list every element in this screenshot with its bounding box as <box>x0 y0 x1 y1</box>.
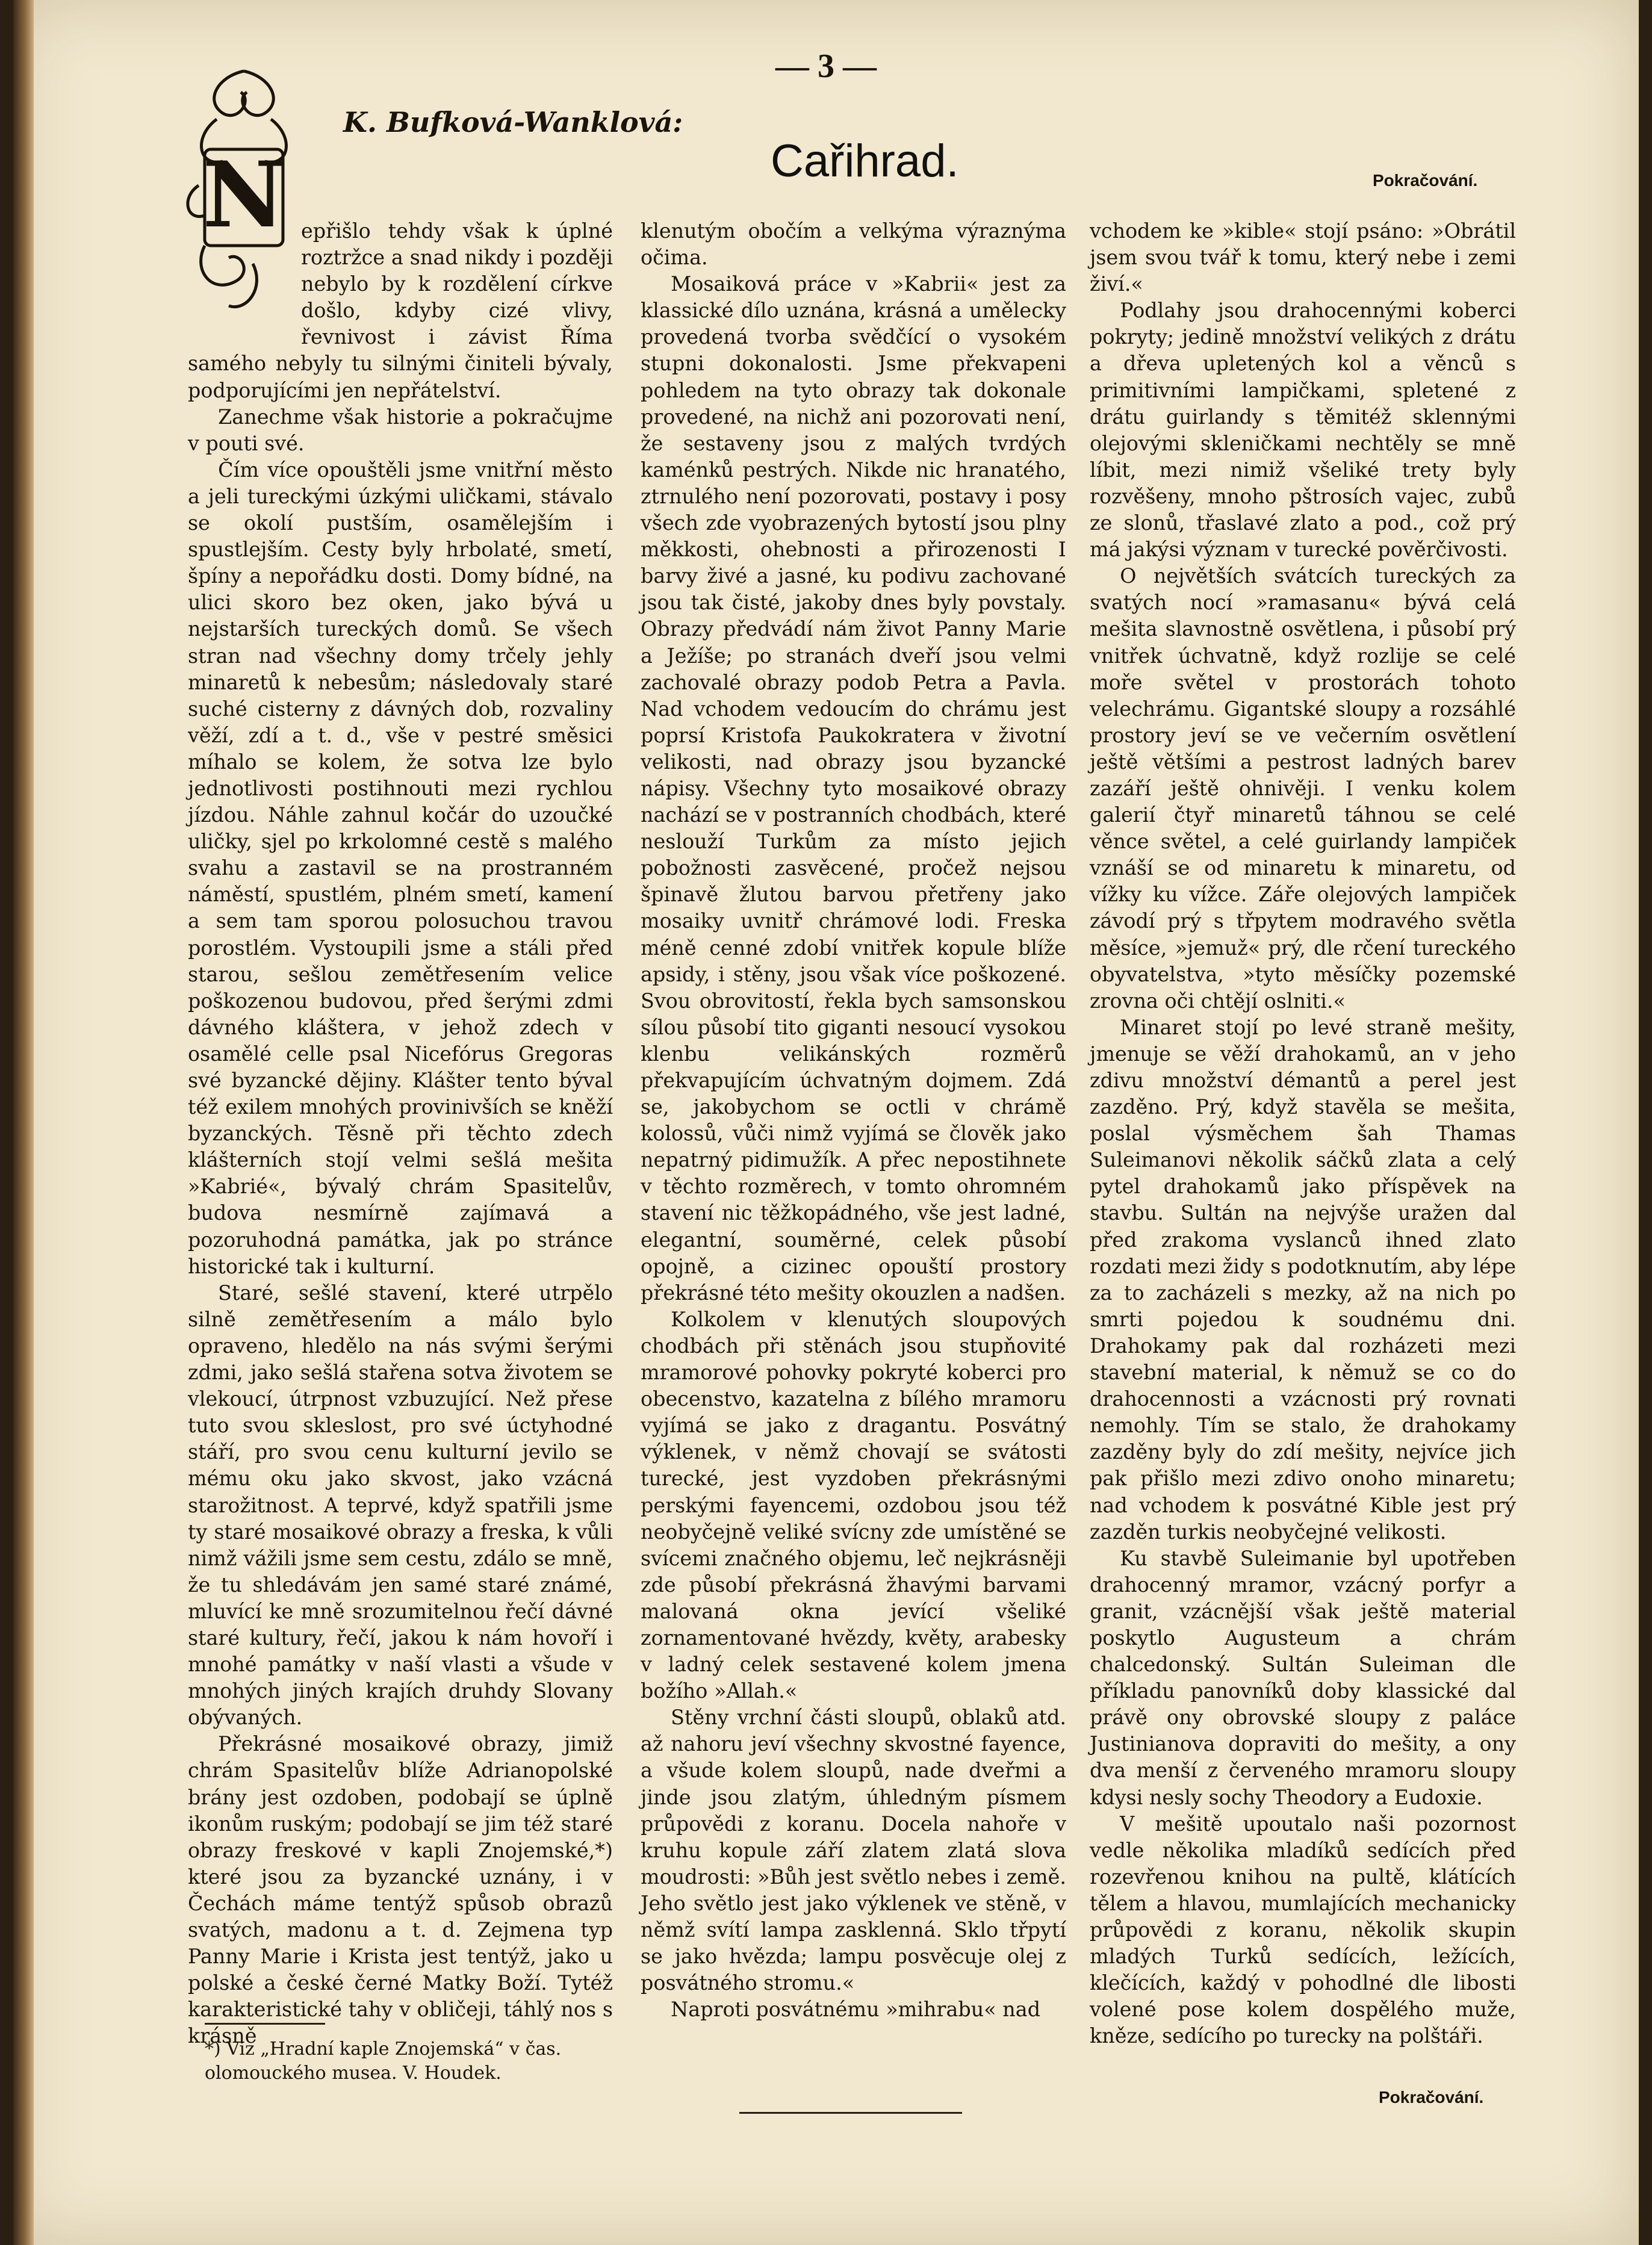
paragraph: Stěny vrchní části sloupů, oblaků atd. až nahoru jeví všechny skvostné fayence, a všude kolem sloupů, nade dveřmi a jinde jsou zlatým, úhledným písmem průpovědi z koranu. Docela nahoře v kruhu kopule září zlatem zlatá slova moudrosti: »Bůh jest světlo nebes i země. Jeho světlo jest jako výklenek ve stěně, v němž svítí lampa zasklenná. Sklo třpytí se jako hvězda; lampu posvěcuje olej z posvátného stromu.« <box>641 1706 1066 1995</box>
column-1 <box>188 218 613 2049</box>
paragraph: epřišlo tehdy však k úplné roztržce a snad nikdy i později nebylo by k rozdělení církve došlo, kdyby cizé vlivy, řevnivost i závist Říma samého nebyly tu silnými činiteli bývaly, podporujícími jen nepřátelství. <box>188 219 613 402</box>
paragraph: vchodem ke »kible« stojí psáno: »Obrátil jsem svou tvář k tomu, který nebe i zemi živí.« <box>1090 219 1516 296</box>
initial-space <box>188 218 301 331</box>
paragraph: Překrásné mosaikové obrazy, jimiž chrám Spasitelův blíže Adrianopolské brány jest ozdoben, podobají se úplně ikonům ruským; podobají se jim též staré obrazy freskové v kapli Znojemské,*) které jsou za byzancké uznány, i v Čechách máme tentýž spůsob obrazů svatých, madonu a t. d. Zejmena typ Panny Marie i Krista jest tentýž, jako u polské a české černé Matky Boží. Tytéž karakteristické tahy v obličeji, táhlý nos s krásně <box>188 1732 613 2048</box>
paragraph: O největších svátcích tureckých za svatých nocí »ramasanu« bývá celá mešita slavnostně osvětlena, i působí prý vnitřek úchvatně, když rozlije se celé moře světel v prostorách tohoto velechrámu. Gigantské sloupy a rozsáhlé prostory jeví se ve večerním osvětlení ještě většími a pestrost ladných barev zazáří ještě ohnivěji. I venku kolem galerií čtyř minaretů táhnou se celé věnce světel, a celé guirlandy lampiček vznáší se od minaretu k minaretu, od vížky ku vížce. Záře olejových lampiček závodí prý s třpytem modravého světla měsíce, »jemuž« prý, dle rčení tureckého obyvatelstva, »tyto měsíčky pozemské zrovna oči chtějí oslniti.« <box>1090 564 1516 1013</box>
paragraph: V mešitě upoutalo naši pozornost vedle několika mladíků sedících před rozevřenou knihou na pultě, klátících tělem a hlavou, mumlajících mechanicky průpovědi z koranu, několik skupin mladých Turků sedících, ležících, klečících, každý v pohodlné dle libosti volené pose kolem dospělého muže, kněze, sedícího po turecky na polštáři. <box>1090 1812 1516 2048</box>
paragraph: Mosaiková práce v »Kabrii« jest za klassické dílo uznána, krásná a umělecky provedená tvorba svědčící o vysokém stupni dokonalosti. Jsme překvapeni pohledem na tyto obrazy tak dokonale provedené, na nichž ani pozorovati není, že sestaveny jsou z malých tvrdých kaménků pestrých. Nikde nic hranatého, ztrnulého není pozorovati, postavy i posy všech zde vyobrazených bytostí jsou plny měkkosti, ohebnosti a přirozenosti I barvy živé a jasné, ku podivu zachované jsou tak čisté, jakoby dnes byly povstaly. Obrazy předvádí nám život Panny Marie a Ježíše; po stranách dveří jsou velmi zachovalé obrazy podob Petra a Pavla. Nad vchodem vedoucím do chrámu jest poprsí Kristofa Paukokratera v životní velikosti, nad obrazy jsou byzancké nápisy. Všechny tyto mosaikové obrazy nachází se v postranních chodbách, které neslouží Turkům za místo jejich pobožnosti zasvěcené, pročež nejsou špinavě žlutou barvou přetřeny jako mosaiky uvnitř chrámové lodi. Freska méně cenné zdobí vnitřek kopule blíže apsidy, i stěny, jsou však více poškozené. Svou obrovitostí, řekla bych samsonskou sílou působí tito giganti nesoucí vysokou klenbu velikánských rozměrů překvapujícím úchvatným dojmem. Zdá se, jakobychom se octli v chrámě kolossů, vůči nimž vyjímá se člověk jako nepatrný pidimužík. A přec nepostihnete v těchto rozměrech, v tomto ohromném stavení nic těžkopádného, vše jest ladné, elegantní, souměrné, celek působí opojně, a cizinec opouští prostory překrásné této mešity okouzlen a nadšen. <box>641 272 1066 1305</box>
paragraph: klenutým obočím a velkýma výraznýma očima. <box>641 219 1066 270</box>
paragraph: Naproti posvátnému »mihrabu« nad <box>671 1998 1041 2022</box>
continued-note-bottom: Pokračování. <box>1379 2088 1484 2107</box>
paragraph: Kolkolem v klenutých sloupových chodbách při stěnách jsou stupňovité mramorové pohovky pokryté koberci pro obecenstvo, kazatelna z bílého mramoru vyjímá se jako z dragantu. Posvátný výklenek, v němž chovají se svátosti turecké, jest vyzdoben překrásnými perskými fayencemi, ozdobou jsou též neobyčejně veliké svícny zde umístěné se svícemi značného objemu, leč nejkrásněji zde působí překrásná žhavými barvami malovaná okna jevící všeliké zornamentované hvězdy, květy, arabesky v ladný celek sestavené kolem jmena božího »Allah.« <box>641 1307 1066 1703</box>
article-author: K. Bufková-Wanklová: <box>343 106 683 138</box>
binding-spine <box>13 0 34 2245</box>
paragraph: Čím více opouštěli jsme vnitřní město a jeli tureckými úzkými uličkami, stávalo se okolí pustším, osamělejším i spustlejším. Cesty byly hrbolaté, smetí, špíny a nepořádku dosti. Domy bídné, na ulici skoro bez oken, jako bývá u nejstarších tureckých domů. Se všech stran nad všechny domy trčely jehly minaretů k nebesům; následovaly staré suché cisterny z dávných dob, rozvaliny věží, zdí a t. d., vše v pestré směsici míhalo se kolem, že sotva lze bylo jednotlivosti postihnouti mezi rychlou jízdou. Náhle zahnul kočár do uzoučké uličky, sjel po krkolomné cestě s malého svahu a zastavil se na prostranném náměstí, spustlém, plném smetí, kamení a sem tam sporou polosuchou travou porostlém. Vystoupili jsme a stáli před starou, sešlou zemětřesením velice poškozenou budovou, před šerými zdmi dávného kláštera, v jehož zdech v osamělé celle psal Nicefórus Gregoras své byzancké dějiny. Klášter tento býval též exilem mnohých provinivších se kněží byzanckých. Těsně při těchto zdech klášterních stojí velmi sešlá mešita »Kabrié«, bývalý chrám Spasitelův, budova nesmírně zajímavá a pozoruhodná památka, jak po stránce historické tak i kulturní. <box>188 458 613 1278</box>
article-title: Cařihrad. <box>771 135 959 187</box>
paragraph: Minaret stojí po levé straně mešity, jmenuje se věží drahokamů, an v jeho zdivu množství démantů a perel jest zazděno. Prý, když stavěla se mešita, poslal výsměchem šah Thamas Suleimanovi několik sáčků zlata a celý pytel drahokamů jako příspěvek na stavbu. Sultán na nejvýše uražen dal před zrakoma vyslanců ihned zlato rozdati mezi židy s podotknutím, aby lépe za to zacházeli s mezky, až na nich po smrti pojedou k soudnému dni. Drahokamy pak dal rozházeti mezi stavební material, k němuž se co do drahocennosti a vzácnosti prý rovnati nemohly. Tím se stalo, že drahokamy zazděny byly do zdí mešity, nejvíce jich pak přišlo mezi zdivo onoho minaretu; nad vchodem k posvátné Kible jest prý zazděn turkis neobyčejné velikosti. <box>1090 1015 1516 1544</box>
column-2 <box>641 218 1066 2023</box>
continued-note-top: Pokračování. <box>1373 171 1478 190</box>
page-number: — 3 — <box>775 48 877 85</box>
footnote: *) Viz „Hradní kaple Znojemská“ v čas. olomouckého musea. V. Houdek. <box>205 2039 562 2084</box>
paragraph: Zanechme však historie a pokračujme v pouti své. <box>188 405 613 455</box>
article-end-rule <box>739 2112 962 2114</box>
column-3 <box>1090 218 1516 2049</box>
paragraph: Podlahy jsou drahocennými koberci pokryty; jedině množství velikých z drátu a dřeva upletených kol a věnců s primitivními lampičkami, spletené z drátu guirlandy s těmitéž sklennými olejovými skleničkami nechtěly se mně líbit, mezi nimiž všeliké trety byly rozvěšeny, mnoho pštrosích vajec, zubů ze slonů, třaslavé zlato a pod., což prý má jakýsi význam v turecké pověrčivosti. <box>1090 299 1516 562</box>
paragraph: Staré, sešlé stavení, které utrpělo silně zemětřesením a málo bylo opraveno, hledělo na nás svými šerými zdmi, jako sešlá stařena sotva životem se vlekoucí, útrpnost vzbuzující. Než přese tuto svou skleslost, pro své úctyhodné stáří, pro svou cenu kulturní jevilo se mému oku jako skvost, jako vzácná starožitnost. A teprvé, když spatřili jsme ty staré mosaikové obrazy a freska, k vůli nimž vážili jsme sem cestu, zdálo se mně, že tu shledávám jen samé staré známé, mluvící ke mně srozumitelnou řečí dávné staré kultury, řečí, jakou k nám hovoří i mnohé památky v naší vlasti a všude v mnohých jiných krajích druhdy Slovany obývaných. <box>188 1281 613 1730</box>
drop-initial-letter: N <box>202 142 285 248</box>
footnote-divider <box>205 2023 325 2025</box>
paragraph: Ku stavbě Suleimanie byl upotřeben drahocenný mramor, vzácný porfyr a granit, vzácnější však ještě material poskytlo Augusteum a chrám chalcedonský. Sultán Suleiman dle příkladu panovníků doby klassické dal právě ony obrovské sloupy z paláce Justinianova dopraviti do mešity, a ony dva menší z červeného mramoru sloupy kdysi nesly sochy Theodory a Eudoxie. <box>1090 1546 1516 1809</box>
